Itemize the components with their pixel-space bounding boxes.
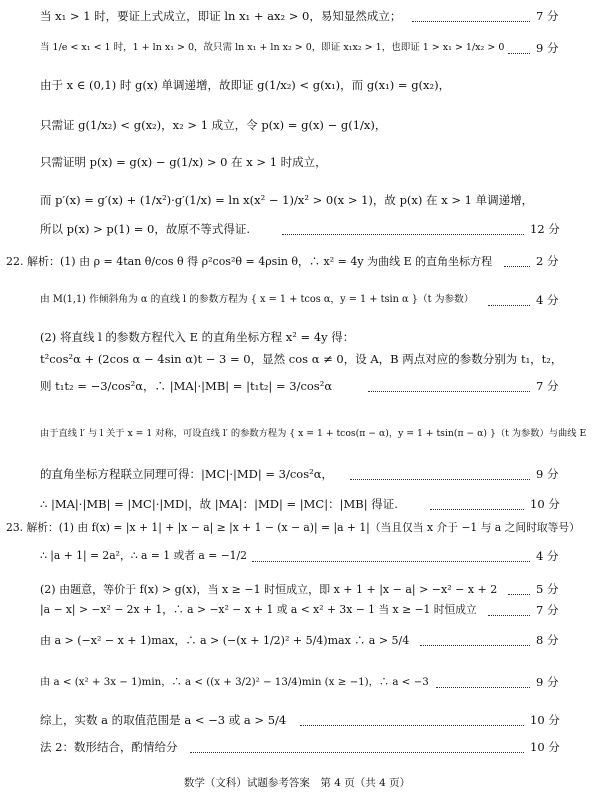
score-mark: 4 分 xyxy=(536,549,559,563)
score-mark: 9 分 xyxy=(536,675,559,689)
dot-leader xyxy=(488,615,530,616)
solution-line: ∴ |a + 1| = 2a²，∴ a = 1 或者 a = −1/2 xyxy=(40,549,247,562)
question-22-heading: 22. 解析：(1) 由 ρ = 4tan θ/cos θ 得 ρ²cos²θ = 4ρsin θ，∴ x² = 4y 为曲线 E 的直角坐标方程 xyxy=(6,255,493,268)
solution-line: ∴ |MA|·|MB| = |MC|·|MD|，故 |MA|：|MD| = |MC|：|MB| 得证. xyxy=(40,497,398,511)
dot-leader xyxy=(420,645,530,646)
score-mark: 7 分 xyxy=(536,379,559,393)
solution-line: (2) 将直线 l 的参数方程代入 E 的直角坐标方程 x² = 4y 得： xyxy=(40,330,355,344)
dot-leader xyxy=(488,305,530,306)
solution-line: 只需证 g(1/x₂) < g(x₂)，x₂ > 1 成立，令 p(x) = g(x) − g(1/x)， xyxy=(40,118,387,132)
score-mark: 8 分 xyxy=(536,633,559,647)
dot-leader xyxy=(350,479,530,480)
solution-line: 只需证明 p(x) = g(x) − g(1/x) > 0 在 x > 1 时成立， xyxy=(40,155,327,169)
solution-line: 法 2：数形结合，酌情给分 xyxy=(40,740,178,754)
dot-leader xyxy=(412,21,530,22)
solution-line: 所以 p(x) > p(1) = 0，故原不等式得证. xyxy=(40,222,250,236)
score-mark: 7 分 xyxy=(536,9,559,23)
solution-line: 由于 x ∈ (0,1) 时 g(x) 单调递增，故即证 g(1/x₂) < g(x₁)，而 g(x₁) = g(x₂)， xyxy=(40,78,451,92)
score-mark: 10 分 xyxy=(530,740,560,754)
dot-leader xyxy=(282,234,524,235)
score-mark: 7 分 xyxy=(536,603,559,617)
solution-line: 而 p′(x) = g′(x) + (1/x²)·g′(1/x) = ln x(x² − 1)/x² > 0(x > 1)，故 p(x) 在 x > 1 单调递增， xyxy=(40,193,534,207)
dot-leader xyxy=(504,266,530,267)
dot-leader xyxy=(300,725,524,726)
score-mark: 9 分 xyxy=(536,41,559,55)
solution-line: 则 t₁t₂ = −3/cos²α，∴ |MA|·|MB| = |t₁t₂| = 3/cos²α xyxy=(40,379,333,393)
score-mark: 12 分 xyxy=(530,222,560,236)
score-mark: 10 分 xyxy=(530,713,560,727)
solution-line: 由 a > (−x² − x + 1)max，∴ a > (−(x + 1/2)² + 5/4)max ∴ a > 5/4 xyxy=(40,634,410,647)
dot-leader xyxy=(368,391,530,392)
score-mark: 9 分 xyxy=(536,467,559,481)
solution-line: 由 a < (x² + 3x − 1)min，∴ a < ((x + 3/2)² − 13/4)min (x ≥ −1)，∴ a < −3 xyxy=(40,676,429,688)
solution-line: 当 x₁ > 1 时，要证上式成立，即证 ln x₁ + ax₂ > 0，易知显然成立； xyxy=(40,9,402,23)
dot-leader xyxy=(430,509,524,510)
score-mark: 2 分 xyxy=(536,254,559,268)
score-mark: 10 分 xyxy=(530,497,560,511)
score-mark: 4 分 xyxy=(536,293,559,307)
solution-line: 由于直线 l′ 与 l 关于 x = 1 对称，可设直线 l′ 的参数方程为 { x = 1 + tcos(π − α)，y = 1 + tsin(π − α) }（t 为参数）与曲线 E xyxy=(40,428,587,439)
dot-leader xyxy=(508,594,530,595)
page-footer: 数学（文科）试题参考答案 第 4 页（共 4 页） xyxy=(183,777,411,789)
solution-line: t²cos²α + (2cos α − 4sin α)t − 3 = 0，显然 cos α ≠ 0，设 A，B 两点对应的参数分别为 t₁，t₂， xyxy=(40,352,563,366)
solution-line: 的直角坐标方程联立同理可得：|MC|·|MD| = 3/cos²α， xyxy=(40,467,334,481)
solution-line: (2) 由题意，等价于 f(x) > g(x)，当 x ≥ −1 时恒成立，即 x + 1 + |x − a| > −x² − x + 2 xyxy=(40,583,498,596)
dot-leader xyxy=(252,561,530,562)
solution-line: |a − x| > −x² − 2x + 1，∴ a > −x² − x + 1 或 a < x² + 3x − 1 当 x ≥ −1 时恒成立 xyxy=(40,603,477,616)
solution-line: 由 M(1,1) 作倾斜角为 α 的直线 l 的参数方程为 { x = 1 + tcos α，y = 1 + tsin α }（t 为参数） xyxy=(40,294,474,305)
solution-line: 综上，实数 a 的取值范围是 a < −3 或 a > 5/4 xyxy=(40,713,287,727)
dot-leader xyxy=(436,687,530,688)
score-mark: 5 分 xyxy=(536,582,559,596)
solution-line: 当 1/e < x₁ < 1 时，1 + ln x₁ > 0，故只需 ln x₁ + ln x₂ > 0，即证 x₁x₂ > 1，也即证 1 > x₁ > 1/x₂ > 0 xyxy=(40,42,505,53)
dot-leader xyxy=(508,53,530,54)
dot-leader xyxy=(190,752,524,753)
question-23-heading: 23. 解析：(1) 由 f(x) = |x + 1| + |x − a| ≥ |x + 1 − (x − a)| = |a + 1|（当且仅当 x 介于 −1 与 a 之间时取等号） xyxy=(6,521,580,534)
